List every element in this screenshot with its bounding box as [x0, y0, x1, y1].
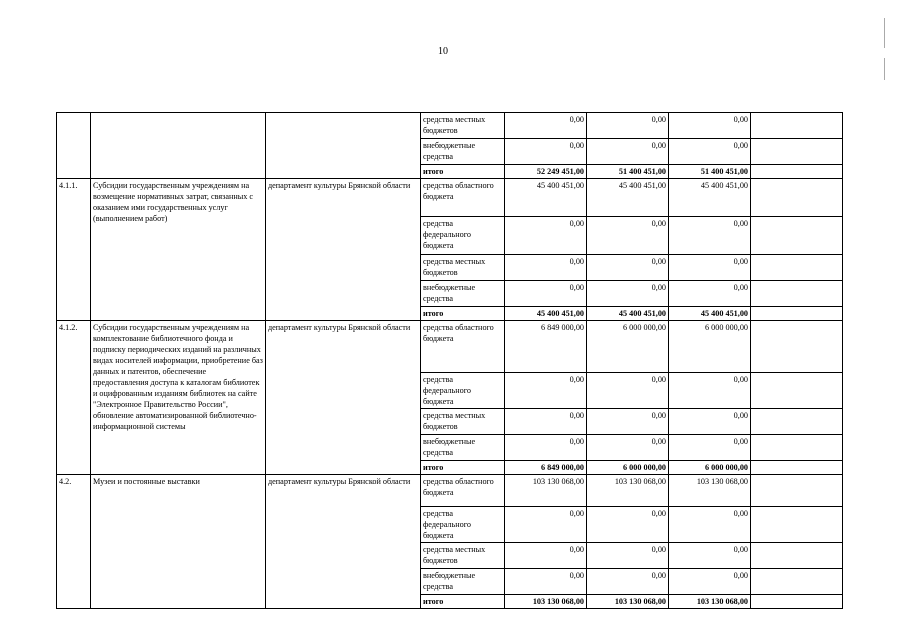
funding-source: средства областного бюджета [421, 475, 505, 507]
item-name: Субсидии государственным учреждениям на возмещение нормативных затрат, связанных с оказанием ими государственных услуг (выполнением работ) [91, 179, 266, 321]
amount-year-2: 0,00 [587, 373, 669, 409]
funding-source: средства областного бюджета [421, 179, 505, 217]
amount-year-3: 51 400 451,00 [669, 165, 751, 179]
item-name: Субсидии государственным учреждениям на комплектование библиотечного фонда и подписку периодических изданий на различных видах носителей информации, приобретение баз данных и патентов, обеспечение предоставления доступа к каталогам библиотек и оцифрованным изданиям библиотек на сайте "Электронное Правительство России", обновление автоматизированной библиотечно-информационной системы [91, 321, 266, 475]
amount-year-3: 45 400 451,00 [669, 307, 751, 321]
department: департамент культуры Брянской области [266, 179, 421, 321]
empty-cell [751, 461, 843, 475]
amount-year-1: 45 400 451,00 [505, 179, 587, 217]
empty-cell [751, 307, 843, 321]
funding-source: итого [421, 461, 505, 475]
amount-year-1: 0,00 [505, 217, 587, 255]
amount-year-1: 0,00 [505, 281, 587, 307]
funding-source: итого [421, 165, 505, 179]
amount-year-2: 103 130 068,00 [587, 475, 669, 507]
amount-year-3: 0,00 [669, 139, 751, 165]
amount-year-1: 6 849 000,00 [505, 461, 587, 475]
amount-year-1: 0,00 [505, 139, 587, 165]
amount-year-2: 0,00 [587, 409, 669, 435]
amount-year-1: 0,00 [505, 507, 587, 543]
amount-year-3: 0,00 [669, 281, 751, 307]
table-row [57, 179, 843, 217]
empty-cell [751, 165, 843, 179]
empty-cell [751, 595, 843, 609]
empty-cell [751, 543, 843, 569]
scan-mark [884, 58, 885, 80]
amount-year-2: 6 000 000,00 [587, 321, 669, 373]
empty-cell [751, 255, 843, 281]
funding-source: средства федерального бюджета [421, 373, 505, 409]
empty-cell [751, 569, 843, 595]
amount-year-3: 6 000 000,00 [669, 321, 751, 373]
amount-year-2: 0,00 [587, 139, 669, 165]
amount-year-1: 0,00 [505, 255, 587, 281]
scan-mark [884, 18, 885, 48]
table-row [57, 475, 843, 507]
amount-year-2: 0,00 [587, 507, 669, 543]
funding-source: итого [421, 595, 505, 609]
amount-year-3: 103 130 068,00 [669, 475, 751, 507]
funding-source: средства областного бюджета [421, 321, 505, 373]
amount-year-3: 6 000 000,00 [669, 461, 751, 475]
amount-year-3: 103 130 068,00 [669, 595, 751, 609]
amount-year-3: 0,00 [669, 409, 751, 435]
amount-year-3: 0,00 [669, 507, 751, 543]
amount-year-3: 45 400 451,00 [669, 179, 751, 217]
table-row [57, 113, 843, 139]
department: департамент культуры Брянской области [266, 321, 421, 475]
funding-source: средства федерального бюджета [421, 507, 505, 543]
table-row [57, 321, 843, 373]
amount-year-1: 103 130 068,00 [505, 595, 587, 609]
funding-source: средства местных бюджетов [421, 255, 505, 281]
amount-year-2: 45 400 451,00 [587, 179, 669, 217]
amount-year-1: 45 400 451,00 [505, 307, 587, 321]
amount-year-2: 45 400 451,00 [587, 307, 669, 321]
amount-year-3: 0,00 [669, 255, 751, 281]
amount-year-2: 6 000 000,00 [587, 461, 669, 475]
amount-year-1: 0,00 [505, 409, 587, 435]
funding-source: средства местных бюджетов [421, 409, 505, 435]
empty-cell [751, 475, 843, 507]
amount-year-3: 0,00 [669, 569, 751, 595]
page-number: 10 [438, 46, 448, 57]
empty-cell [751, 281, 843, 307]
amount-year-1: 0,00 [505, 543, 587, 569]
empty-cell [751, 321, 843, 373]
funding-source: средства федерального бюджета [421, 217, 505, 255]
budget-table [56, 112, 843, 609]
funding-source: внебюджетные средства [421, 281, 505, 307]
empty-cell [751, 217, 843, 255]
item-name: Музеи и постоянные выставки [91, 475, 266, 609]
amount-year-1: 103 130 068,00 [505, 475, 587, 507]
item-name [91, 113, 266, 179]
amount-year-2: 0,00 [587, 543, 669, 569]
funding-source: итого [421, 307, 505, 321]
empty-cell [751, 139, 843, 165]
empty-cell [751, 179, 843, 217]
amount-year-3: 0,00 [669, 373, 751, 409]
amount-year-2: 0,00 [587, 217, 669, 255]
amount-year-2: 0,00 [587, 569, 669, 595]
amount-year-2: 0,00 [587, 281, 669, 307]
funding-source: средства местных бюджетов [421, 543, 505, 569]
amount-year-1: 6 849 000,00 [505, 321, 587, 373]
funding-source: внебюджетные средства [421, 569, 505, 595]
funding-source: внебюджетные средства [421, 435, 505, 461]
amount-year-2: 0,00 [587, 255, 669, 281]
amount-year-1: 0,00 [505, 113, 587, 139]
item-code: 4.2. [57, 475, 91, 609]
item-code: 4.1.1. [57, 179, 91, 321]
funding-source: внебюджетные средства [421, 139, 505, 165]
amount-year-1: 0,00 [505, 569, 587, 595]
amount-year-3: 0,00 [669, 435, 751, 461]
amount-year-3: 0,00 [669, 543, 751, 569]
empty-cell [751, 373, 843, 409]
department: департамент культуры Брянской области [266, 475, 421, 609]
amount-year-3: 0,00 [669, 113, 751, 139]
amount-year-2: 103 130 068,00 [587, 595, 669, 609]
amount-year-2: 0,00 [587, 435, 669, 461]
amount-year-1: 0,00 [505, 435, 587, 461]
amount-year-1: 52 249 451,00 [505, 165, 587, 179]
empty-cell [751, 113, 843, 139]
empty-cell [751, 435, 843, 461]
empty-cell [751, 507, 843, 543]
empty-cell [751, 409, 843, 435]
amount-year-1: 0,00 [505, 373, 587, 409]
item-code [57, 113, 91, 179]
item-code: 4.1.2. [57, 321, 91, 475]
funding-source: средства местных бюджетов [421, 113, 505, 139]
department [266, 113, 421, 179]
amount-year-3: 0,00 [669, 217, 751, 255]
amount-year-2: 51 400 451,00 [587, 165, 669, 179]
amount-year-2: 0,00 [587, 113, 669, 139]
